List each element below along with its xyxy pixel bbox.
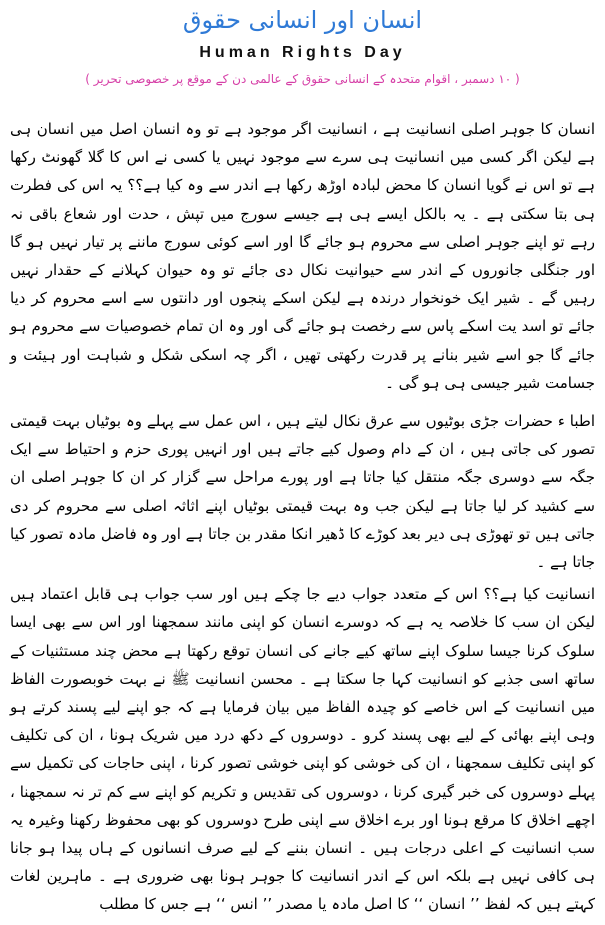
page-title-urdu: انسان اور انسانی حقوق — [182, 6, 423, 34]
page-title-english: Human Rights Day — [199, 44, 406, 61]
paragraph-2: اطبا ء حضرات جڑی بوٹیوں سے عرق نکال لیتے ہیں ، اس عمل سے پہلے وہ بوٹیاں بہت قیمتی تصور کی جاتی ہیں ، ان کے دام وصول کیے جاتے ہیں اور انہیں پوری حزم و احتیاط سے ایک جگہ سے دوسری جگہ منتقل کیا جاتا ہے اور پورے مراحل سے گزار کر ان کا جوہر اصلی ان سے کشید کر لیا جاتا ہے لیکن جب وہ بہت قیمتی بوٹیاں اپنے اثاثہ اصلی سے محروم کر دی جاتی ہیں تو تھوڑی ہی دیر بعد کوڑے کا ڈھیر انکا مقدر بن جاتا ہے اور وہ فاضل مادہ تصور کیا جاتا ہے ۔ — [10, 412, 595, 572]
article-body — [10, 115, 595, 925]
paragraph-3: انسانیت کیا ہے؟؟ اس کے متعدد جواب دیے جا چکے ہیں اور سب جواب ہی قابل اعتماد ہیں لیکن ان سب کا خلاصہ یہ ہے کہ دوسرے انسان کو اپنی مانند سمجھنا اور اس سے بھی ایسا سلوک کرنا جیسا سلوک اپنے ساتھ کیے جانے کی انسان توقع رکھتا ہے محض چند مستثنیات کے ساتھ اسی جذبے کو انسانیت کہا جا سکتا ہے ۔ محسن انسانیت ﷺ نے بہت خوبصورت الفاظ میں انسانیت کے اس خاصے کو چیدہ الفاظ میں بیان فرمایا ہے کہ جو اپنے لیے پسند کرتے ہو وہی اپنے بھائی کے لیے بھی پسند کرو ۔ دوسروں کے دکھ درد میں شریک ہونا ، ان کی تکلیف کو اپنی تکلیف سمجھنا ، ان کی خوشی کو اپنی خوشی تصور کرنا ، اپنی حاجات کی تکمیل سے پہلے دوسروں کی خبر گیری کرنا ، دوسروں کی تقدیس و تکریم کو اپنے سے کم تر نہ سمجھنا ، اچھے اخلاق کا مرقع ہونا اور برے اخلاق سے اپنی طرح دوسروں کو بھی محفوظ رکھنا وغیرہ یہ سب انسانیت کے اعلی درجات ہیں ۔ انسان بننے کے لیے صرف انسانوں کے ہاں پیدا ہو جانا ہی کافی نہیں ہے بلکہ اس کے اندر انسانیت کا جوہر ہونا بھی ضروری ہے ۔ ماہرین لغات کہتے ہیں کہ لفظ ’’ انسان ‘‘ کا اصل مادہ یا مصدر ’’ انس ‘‘ ہے جس کا مطلب — [10, 585, 595, 914]
paragraph-1: انسان کا جوہر اصلی انسانیت ہے ، انسانیت اگر موجود ہے تو وہ انسان اصل میں انسان ہی ہے لیکن اگر کسی میں انسانیت ہی سرے سے موجود نہیں یا کسی نے اس کا گلا گھونٹ رکھا ہے تو اس نے گویا انسان کا محض لبادہ اوڑھ رکھا ہے اندر سے وہ کیا ہے؟؟ یہ اس کی فطرت ہی بتا سکتی ہے ۔ یہ بالکل ایسے ہی ہے جیسے سورج میں تپش ، حدت اور شعاع باقی نہ رہے تو اپنے جوہر اصلی سے محروم ہو جائے گا اور اسے کوئی سورج ماننے پر تیار نہیں ہو گا اور جنگلی جانوروں کے اندر سے حیوانیت نکال دی جائے تو وہ حیوان کہلانے کے حقدار نہیں رہیں گے ۔ شیر ایک خونخوار درندہ ہے لیکن اسکے پنجوں اور دانتوں سے اسے محروم کر دیا جائے تو اسد یت اسکے پاس سے رخصت ہو جائے گی اور وہ ان تمام خصوصیات سے محروم ہو جائے گا جو اسے شیر بنانے پر قدرت رکھتی تھیں ، اگر چہ اسکی شکل و شباہت اور ہیئت و جسامت شیر جیسی ہی ہو گی ۔ — [10, 120, 595, 392]
page-subtitle: ( ۱۰ دسمبر ، اقوام متحدہ کے انسانی حقوق کے عالمی دن کے موقع پر خصوصی تحریر ) — [85, 72, 520, 86]
